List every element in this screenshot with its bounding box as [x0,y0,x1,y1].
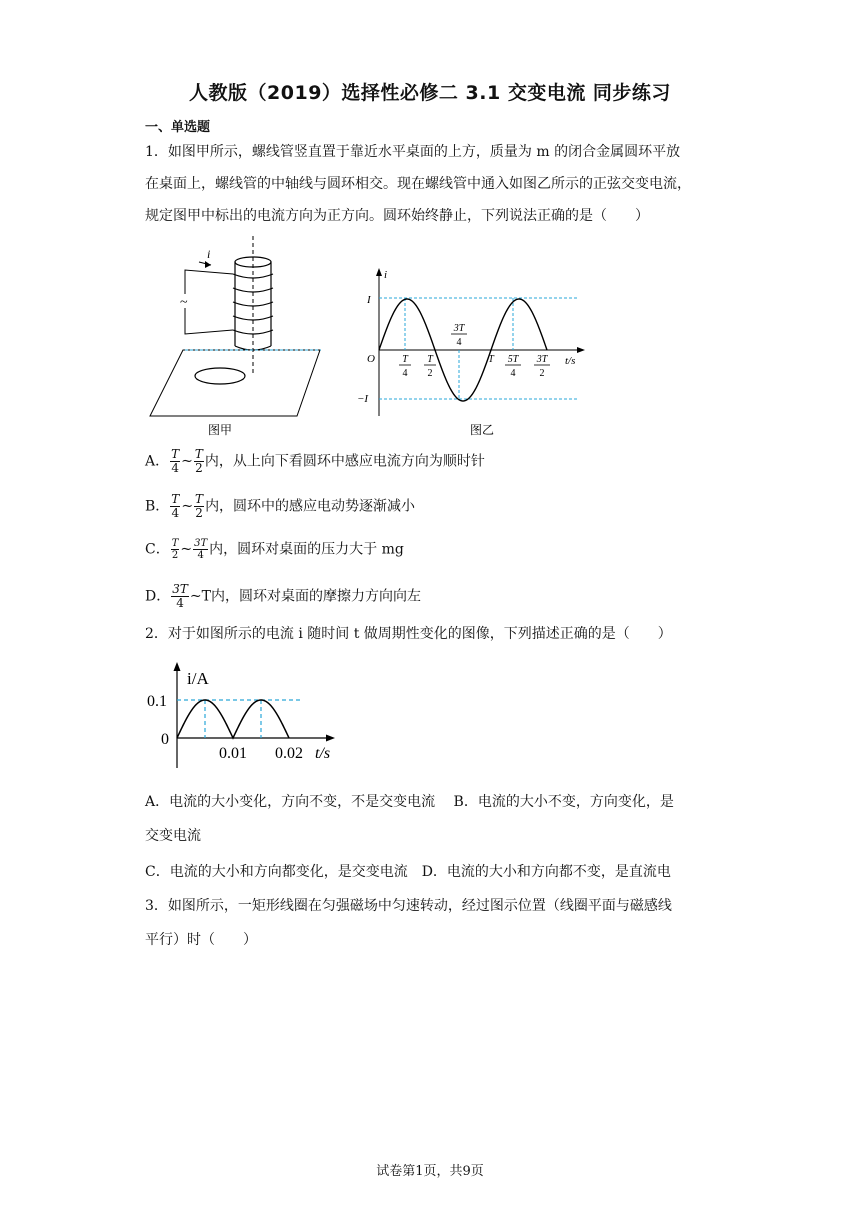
tick-T2-den: 2 [427,368,433,379]
q3-stem-line-2: 平行）时（ ） [145,932,257,948]
tick-3T2-num: 3T [536,354,548,365]
q1-stem-line-1: 1．如图甲所示，螺线管竖直置于靠近水平桌面的上方，质量为 m 的闭合金属圆环平放 [145,144,681,160]
q2-ytick-0: 0 [161,731,169,748]
q1-option-d[interactable]: D． $\frac{3T}{4}$ ~T内，圆环对桌面的摩擦力方向向左 [145,582,421,610]
tick-T4-den: 4 [402,368,408,379]
q1-stem-line-3: 规定图甲中标出的电流方向为正方向。圆环始终静止，下列说法正确的是（ ） [145,208,649,224]
tick-5T4-num: 5T [507,354,519,365]
tick-T: T [488,354,494,365]
tick-T2-num: T [427,354,433,365]
q2-stem: 2．对于如图所示的电流 i 随时间 t 做周期性变化的图像，下列描述正确的是（ ） [145,626,672,642]
fig-yi-origin: O [367,353,375,365]
q2-xtick-0.01: 0.01 [219,745,247,762]
tick-3T4-num: 3T [453,323,465,334]
tick-5T4-den: 4 [510,368,516,379]
fig-yi-xlabel: t/s [565,355,576,367]
q2-options-line-1: A．电流的大小变化，方向不变，不是交变电流 B．电流的大小不变，方向变化，是 [145,794,674,810]
fig-yi-ylabel: i [384,269,388,281]
q1-option-a[interactable]: A． $\frac{T}{4}$ ~ $\frac{T}{2}$ 内，从上向下看圆环中感应电流方向为顺时针 [145,447,485,475]
q2-chart [145,660,345,772]
fig-jia-caption: 图甲 [207,423,233,437]
fig-yi-trough-label: −I [357,393,369,405]
tick-3T2-den: 2 [539,368,545,379]
q1-option-c[interactable]: C． $\frac{T}{2}$ ~ $\frac{3T}{4}$ 内，圆环对桌面的压力大于 mg [145,538,404,561]
page-footer: 试卷第1页，共9页 [376,1164,484,1179]
q2-ytick-0.1: 0.1 [147,693,167,710]
q1-option-b[interactable]: B． $\frac{T}{4}$ ~ $\frac{T}{2}$ 内，圆环中的感应电动势逐渐减小 [145,492,416,520]
fig-jia-current-label: i [207,247,211,261]
figure-yi [355,266,595,440]
fig-yi-peak-label: I [367,294,371,306]
q1-stem-line-2: 在桌面上，螺线管的中轴线与圆环相交。现在螺线管中通入如图乙所示的正弦交变电流， [145,176,691,192]
q2-current-curve [177,700,289,738]
q3-stem-line-1: 3．如图所示，一矩形线圈在匀强磁场中匀速转动，经过图示位置（线圈平面与磁感线 [145,898,672,914]
fig-yi-caption: 图乙 [469,423,495,437]
q2-xlabel: t/s [315,745,331,762]
tick-3T4-den: 4 [456,337,462,348]
page-title: 人教版（2019）选择性必修二 3.1 交变电流 同步练习 [189,82,671,104]
tick-T4-num: T [402,354,408,365]
ac-source-symbol: ~ [180,295,188,310]
section-heading: 一、单选题 [145,120,211,135]
q2-ylabel: i/A [187,669,209,688]
q2-xtick-0.02: 0.02 [275,745,303,762]
q2-options-line-2: 交变电流 [145,828,201,844]
figure-jia [145,236,335,440]
q2-options-line-3: C．电流的大小和方向都变化，是交变电流 D．电流的大小和方向都不变，是直流电 [145,864,671,880]
